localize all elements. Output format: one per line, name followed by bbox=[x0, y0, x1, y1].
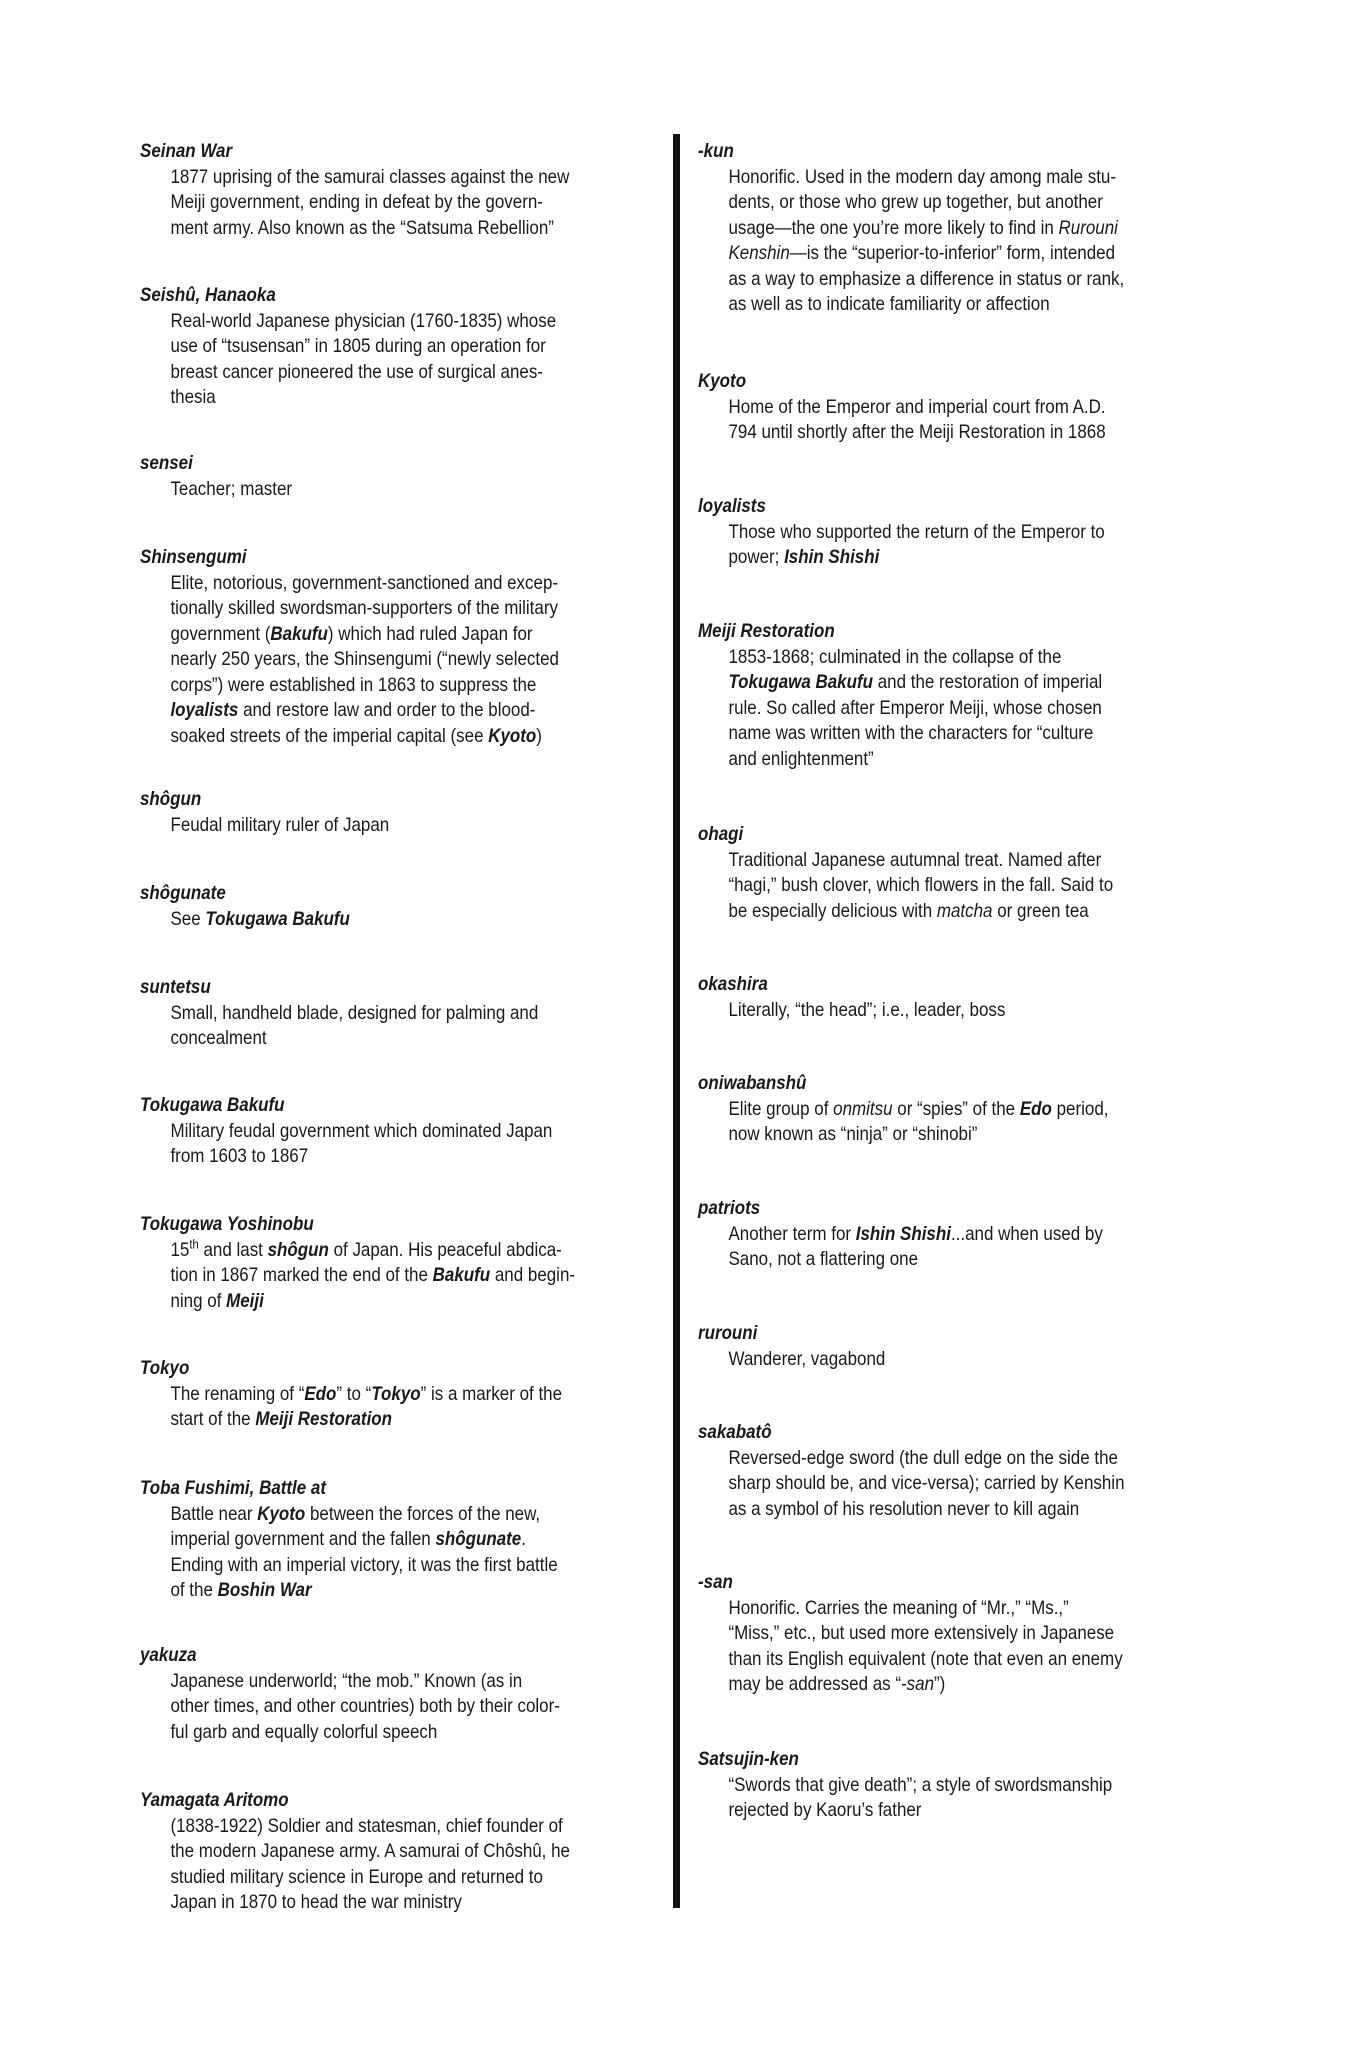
definition-line bbox=[140, 1865, 570, 1891]
cross-reference-term: Ishin Shishi bbox=[855, 1222, 951, 1245]
definition-line bbox=[698, 292, 1124, 318]
definition-line bbox=[140, 385, 556, 411]
definition-line bbox=[140, 1553, 558, 1579]
cross-reference-term: shôgun bbox=[267, 1238, 329, 1261]
glossary-term: Meiji Restoration bbox=[698, 620, 835, 642]
definition-line bbox=[698, 241, 1124, 267]
definition-line bbox=[140, 1814, 570, 1840]
definition-text: dents, or those who grew up together, but another bbox=[728, 191, 1103, 213]
glossary-entry bbox=[140, 1643, 560, 1745]
definition-line bbox=[140, 1001, 538, 1027]
definition-text: power; bbox=[728, 546, 785, 568]
italic-text: onmitsu bbox=[833, 1097, 893, 1120]
definition-text: of Japan. His peaceful abdica- bbox=[328, 1238, 562, 1261]
definition-line bbox=[698, 267, 1124, 293]
glossary-entry bbox=[140, 1212, 575, 1314]
definition-text: 15 bbox=[170, 1238, 190, 1261]
glossary-term: Kyoto bbox=[698, 370, 747, 392]
definition-line bbox=[140, 477, 292, 503]
definition-line bbox=[698, 1347, 885, 1373]
definition-text: “hagi,” bush clover, which flowers in the fall. Said to bbox=[728, 874, 1114, 896]
cross-reference-term: Bakufu bbox=[270, 622, 328, 645]
definition-text: and begin- bbox=[490, 1264, 576, 1286]
definition-text: Reversed-edge sword (the dull edge on the side the bbox=[728, 1446, 1118, 1469]
glossary-entry bbox=[698, 972, 1005, 1023]
glossary-term: shôgun bbox=[140, 788, 202, 810]
definition-text: ...and when used by bbox=[950, 1222, 1103, 1245]
definition-text: concealment bbox=[170, 1027, 267, 1049]
definition-line bbox=[140, 1694, 560, 1720]
italic-text: -san bbox=[901, 1673, 935, 1695]
glossary-entry bbox=[140, 1788, 570, 1916]
glossary-term: Yamagata Aritomo bbox=[140, 1789, 289, 1811]
definition-text: . bbox=[521, 1528, 526, 1550]
definition-text: Ending with an imperial victory, it was the first battle bbox=[170, 1553, 558, 1576]
glossary-entry bbox=[698, 1420, 1125, 1522]
glossary-entry bbox=[140, 451, 292, 502]
definition-line bbox=[698, 1222, 1103, 1248]
definition-line bbox=[140, 813, 389, 839]
definition-line bbox=[698, 1647, 1123, 1673]
definition-line bbox=[140, 309, 556, 335]
definition-text: and restore law and order to the blood- bbox=[238, 699, 536, 721]
definition-text: be especially delicious with bbox=[728, 899, 937, 922]
definition-text: Teacher; master bbox=[170, 477, 293, 500]
definition-line bbox=[698, 873, 1113, 899]
definition-text: start of the bbox=[170, 1408, 256, 1430]
glossary-term: Tokyo bbox=[140, 1357, 190, 1379]
definition-text: from 1603 to 1867 bbox=[170, 1145, 309, 1167]
italic-text: matcha bbox=[936, 899, 993, 922]
cross-reference-term: Bakufu bbox=[432, 1264, 491, 1286]
definition-text: nearly 250 years, the Shinsengumi (“newly selected bbox=[170, 648, 559, 670]
glossary-entry bbox=[698, 1747, 1112, 1824]
column-divider bbox=[673, 134, 680, 1908]
definition-text: use of “tsusensan” in 1805 during an operation for bbox=[170, 335, 546, 357]
glossary-entry bbox=[140, 975, 538, 1052]
glossary-term: Seinan War bbox=[140, 140, 233, 162]
glossary-term: yakuza bbox=[140, 1644, 197, 1666]
definition-line bbox=[698, 165, 1124, 191]
definition-line bbox=[698, 545, 1105, 571]
glossary-entry bbox=[140, 139, 569, 241]
definition-text: between the forces of the new, bbox=[305, 1502, 541, 1525]
definition-line bbox=[140, 1407, 562, 1433]
definition-text: Traditional Japanese autumnal treat. Named after bbox=[728, 848, 1102, 871]
definition-line bbox=[698, 520, 1105, 546]
glossary-term: sakabatô bbox=[698, 1421, 772, 1443]
definition-line bbox=[140, 596, 559, 622]
definition-line bbox=[140, 1382, 562, 1408]
definition-line bbox=[140, 1119, 552, 1145]
glossary-entry bbox=[698, 1071, 1108, 1148]
definition-text: Elite, notorious, government-sanctioned and excep- bbox=[170, 571, 559, 594]
definition-line bbox=[140, 698, 559, 724]
definition-line bbox=[698, 645, 1102, 671]
definition-line bbox=[140, 647, 559, 673]
glossary-term: Tokugawa Bakufu bbox=[140, 1094, 285, 1116]
definition-text: of the bbox=[170, 1579, 218, 1601]
cross-reference-term: Tokyo bbox=[371, 1382, 421, 1405]
definition-line bbox=[698, 216, 1124, 242]
definition-line bbox=[140, 1527, 558, 1553]
definition-line bbox=[140, 1263, 575, 1289]
definition-line bbox=[698, 395, 1106, 421]
definition-text: or green tea bbox=[992, 899, 1089, 922]
definition-text: Another term for bbox=[728, 1222, 856, 1245]
definition-line bbox=[140, 360, 556, 386]
glossary-term: Shinsengumi bbox=[140, 546, 247, 568]
definition-text: and enlightenment” bbox=[728, 747, 874, 770]
definition-text: as well as to indicate familiarity or affection bbox=[728, 293, 1050, 315]
definition-text: Feudal military ruler of Japan bbox=[170, 813, 390, 836]
glossary-term: -kun bbox=[698, 140, 734, 162]
cross-reference-term: Kyoto bbox=[257, 1502, 306, 1525]
definition-line bbox=[140, 1289, 575, 1315]
definition-text: sharp should be, and vice-versa); carried by Kenshin bbox=[728, 1472, 1125, 1494]
definition-text: Sano, not a flattering one bbox=[728, 1248, 919, 1270]
definition-line bbox=[140, 334, 556, 360]
definition-text: The renaming of “ bbox=[170, 1382, 305, 1405]
definition-text: ”) bbox=[934, 1673, 946, 1695]
cross-reference-term: Kyoto bbox=[488, 724, 537, 747]
glossary-entry bbox=[698, 1321, 885, 1372]
cross-reference-term: Edo bbox=[304, 1382, 337, 1405]
definition-text: Honorific. Carries the meaning of “Mr.,” “Ms.,” bbox=[728, 1596, 1069, 1619]
definition-line bbox=[140, 1238, 575, 1264]
definition-text: government ( bbox=[170, 622, 271, 645]
glossary-term: Satsujin-ken bbox=[698, 1748, 799, 1770]
definition-line bbox=[698, 848, 1113, 874]
glossary-term: okashira bbox=[698, 973, 768, 995]
definition-text: Literally, “the head”; i.e., leader, boss bbox=[728, 998, 1006, 1021]
definition-line bbox=[698, 420, 1106, 446]
definition-text: —is the “superior-to-inferior” form, intended bbox=[789, 242, 1116, 264]
definition-text: Meiji government, ending in defeat by the govern- bbox=[170, 191, 543, 213]
italic-text: Kenshin bbox=[728, 242, 790, 264]
definition-text: corps”) were established in 1863 to suppress the bbox=[170, 673, 537, 696]
definition-text: the modern Japanese army. A samurai of Chôshû, he bbox=[170, 1840, 570, 1862]
definition-text: 794 until shortly after the Meiji Restoration in 1868 bbox=[728, 421, 1106, 443]
glossary-entry bbox=[140, 1476, 558, 1604]
definition-text: Battle near bbox=[170, 1502, 258, 1525]
cross-reference-term: loyalists bbox=[170, 699, 239, 721]
glossary-term: loyalists bbox=[698, 495, 766, 517]
definition-text: Small, handheld blade, designed for palming and bbox=[170, 1001, 539, 1024]
definition-text: usage—the one you’re more likely to find in bbox=[728, 216, 1059, 239]
definition-text: studied military science in Europe and returned to bbox=[170, 1865, 543, 1888]
definition-line bbox=[140, 216, 569, 242]
definition-text: ment army. Also known as the “Satsuma Rebellion” bbox=[170, 216, 554, 239]
definition-text: now known as “ninja” or “shinobi” bbox=[728, 1123, 978, 1145]
definition-line bbox=[698, 1446, 1125, 1472]
glossary-entry bbox=[140, 283, 556, 411]
glossary-entry bbox=[698, 1570, 1123, 1698]
glossary-term: sensei bbox=[140, 452, 193, 474]
definition-text: may be addressed as “ bbox=[728, 1673, 902, 1695]
definition-line bbox=[698, 747, 1102, 773]
definition-line bbox=[140, 190, 569, 216]
definition-line bbox=[140, 1144, 552, 1170]
definition-text: and the restoration of imperial bbox=[872, 671, 1103, 693]
definition-text: ) bbox=[536, 724, 542, 747]
definition-line bbox=[140, 1890, 570, 1916]
definition-text: Those who supported the return of the Emperor to bbox=[728, 520, 1105, 543]
definition-text: Honorific. Used in the modern day among male stu- bbox=[728, 165, 1117, 188]
glossary-term: patriots bbox=[698, 1197, 761, 1219]
cross-reference-term: Ishin Shishi bbox=[784, 546, 880, 568]
definition-text: Home of the Emperor and imperial court from A.D. bbox=[728, 395, 1106, 418]
definition-text: thesia bbox=[170, 386, 216, 408]
definition-text: ning of bbox=[170, 1289, 227, 1312]
definition-text: other times, and other countries) both by their color- bbox=[170, 1695, 560, 1717]
definition-line bbox=[140, 622, 559, 648]
cross-reference-term: Tokugawa Bakufu bbox=[728, 671, 873, 693]
definition-text: than its English equivalent (note that even an enemy bbox=[728, 1647, 1123, 1670]
definition-text: “Swords that give death”; a style of swordsmanship bbox=[728, 1773, 1113, 1796]
glossary-entry bbox=[698, 619, 1102, 772]
definition-text: ” is a marker of the bbox=[420, 1382, 563, 1405]
glossary-term: Tokugawa Yoshinobu bbox=[140, 1213, 314, 1235]
glossary-entry bbox=[140, 545, 559, 749]
definition-line bbox=[140, 724, 559, 750]
definition-text: imperial government and the fallen bbox=[170, 1528, 436, 1550]
definition-line bbox=[698, 696, 1102, 722]
cross-reference-term: Meiji bbox=[226, 1289, 264, 1312]
definition-text: and last bbox=[198, 1238, 268, 1261]
definition-line bbox=[140, 571, 559, 597]
definition-line bbox=[140, 1026, 538, 1052]
definition-text: Elite group of bbox=[728, 1097, 834, 1120]
definition-line bbox=[698, 670, 1102, 696]
glossary-entry bbox=[698, 494, 1105, 571]
definition-line bbox=[698, 1798, 1112, 1824]
definition-text: period, bbox=[1051, 1097, 1109, 1120]
definition-line bbox=[140, 1720, 560, 1746]
definition-line bbox=[698, 1247, 1103, 1273]
definition-line bbox=[698, 190, 1124, 216]
definition-text: tion in 1867 marked the end of the bbox=[170, 1264, 433, 1286]
definition-text: (1838-1922) Soldier and statesman, chief founder of bbox=[170, 1814, 563, 1837]
glossary-entry bbox=[698, 139, 1124, 318]
definition-text: 1877 uprising of the samurai classes against the new bbox=[170, 165, 570, 188]
glossary-entry bbox=[140, 1356, 562, 1433]
glossary-term: suntetsu bbox=[140, 976, 211, 998]
definition-line bbox=[698, 1097, 1108, 1123]
definition-text: Real-world Japanese physician (1760-1835) whose bbox=[170, 309, 557, 332]
definition-line bbox=[698, 1773, 1112, 1799]
definition-line bbox=[140, 1502, 558, 1528]
definition-line bbox=[140, 907, 350, 933]
cross-reference-term: Tokugawa Bakufu bbox=[205, 907, 350, 930]
definition-line bbox=[698, 1122, 1108, 1148]
glossary-entry bbox=[140, 1093, 552, 1170]
definition-text: ” to “ bbox=[336, 1382, 372, 1405]
definition-text: breast cancer pioneered the use of surgical anes- bbox=[170, 360, 543, 383]
definition-text: “Miss,” etc., but used more extensively in Japanese bbox=[728, 1622, 1115, 1644]
definition-text: ) which had ruled Japan for bbox=[327, 622, 533, 645]
definition-text: tionally skilled swordsman-supporters of the military bbox=[170, 597, 558, 619]
glossary-term: Seishû, Hanaoka bbox=[140, 284, 276, 306]
glossary-term: shôgunate bbox=[140, 882, 226, 904]
glossary-term: ohagi bbox=[698, 823, 744, 845]
definition-text: ful garb and equally colorful speech bbox=[170, 1720, 438, 1743]
definition-text: soaked streets of the imperial capital (see bbox=[170, 724, 489, 747]
glossary-term: rurouni bbox=[698, 1322, 758, 1344]
definition-line bbox=[698, 899, 1113, 925]
definition-text: rule. So called after Emperor Meiji, whose chosen bbox=[728, 696, 1102, 719]
definition-line bbox=[698, 998, 1005, 1024]
definition-line bbox=[140, 1839, 570, 1865]
definition-text: or “spies” of the bbox=[892, 1097, 1020, 1120]
definition-text: name was written with the characters for “culture bbox=[728, 722, 1094, 744]
glossary-entry bbox=[698, 1196, 1103, 1273]
definition-text: Japan in 1870 to head the war ministry bbox=[170, 1891, 462, 1913]
definition-line bbox=[140, 1578, 558, 1604]
definition-text: See bbox=[170, 907, 206, 930]
cross-reference-term: Meiji Restoration bbox=[255, 1408, 393, 1430]
glossary-term: -san bbox=[698, 1571, 733, 1593]
cross-reference-term: Edo bbox=[1019, 1097, 1052, 1120]
definition-line bbox=[698, 721, 1102, 747]
glossary-entry bbox=[698, 369, 1106, 446]
glossary-entry bbox=[698, 822, 1113, 924]
definition-line bbox=[140, 1669, 560, 1695]
definition-line bbox=[140, 673, 559, 699]
italic-text: Rurouni bbox=[1058, 216, 1118, 239]
definition-text: 1853-1868; culminated in the collapse of the bbox=[728, 645, 1062, 668]
glossary-term: Toba Fushimi, Battle at bbox=[140, 1477, 327, 1499]
glossary-entry bbox=[140, 787, 389, 838]
cross-reference-term: shôgunate bbox=[435, 1528, 522, 1550]
definition-text: as a way to emphasize a difference in status or rank, bbox=[728, 267, 1125, 290]
definition-line bbox=[698, 1621, 1123, 1647]
superscript: th bbox=[189, 1236, 199, 1251]
definition-line bbox=[140, 165, 569, 191]
definition-text: Military feudal government which dominated Japan bbox=[170, 1119, 553, 1142]
glossary-entry bbox=[140, 881, 350, 932]
definition-line bbox=[698, 1672, 1123, 1698]
definition-text: Japanese underworld; “the mob.” Known (as in bbox=[170, 1669, 523, 1692]
definition-text: as a symbol of his resolution never to kill again bbox=[728, 1497, 1080, 1520]
definition-text: Wanderer, vagabond bbox=[728, 1347, 886, 1370]
glossary-term: oniwabanshû bbox=[698, 1072, 807, 1094]
definition-line bbox=[698, 1497, 1125, 1523]
cross-reference-term: Boshin War bbox=[217, 1579, 312, 1601]
definition-line bbox=[698, 1471, 1125, 1497]
definition-text: rejected by Kaoru’s father bbox=[728, 1799, 922, 1821]
definition-line bbox=[698, 1596, 1123, 1622]
